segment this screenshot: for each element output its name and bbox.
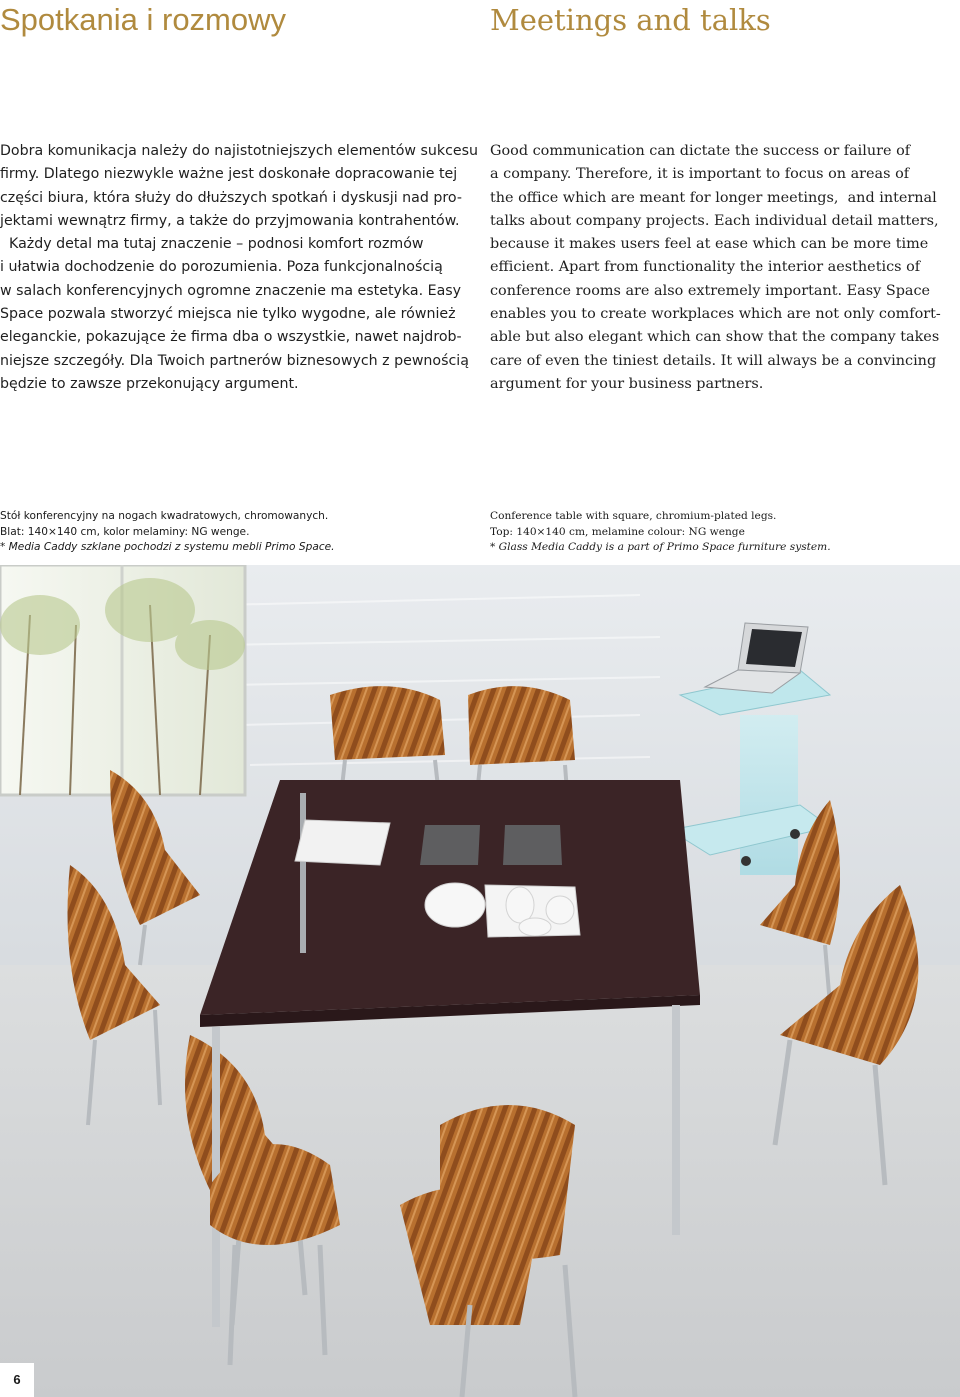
body-line: niejsze szczegóły. Dla Twoich partnerów biznesowych z pewnością — [0, 352, 469, 369]
body-line: able but also elegant which can show that the company takes — [490, 329, 940, 346]
body-line: Good communication can dictate the success or failure of — [490, 143, 911, 159]
body-line: a company. Therefore, it is important to focus on areas of — [490, 166, 910, 183]
body-line: the office which are meant for longer meetings, and internal — [490, 189, 937, 206]
body-line: conference rooms are also extremely important. Easy Space — [490, 282, 931, 299]
window — [0, 565, 245, 795]
photo-caption-en — [490, 509, 960, 556]
body-line: części biura, która służy do dłuższych spotkań i dyskusji nad pro- — [0, 189, 462, 206]
body-line: argument for your business partners. — [490, 375, 764, 392]
body-line: Dobra komunikacja należy do najistotniejszych elementów sukcesu — [0, 143, 479, 159]
caption-line: Blat: 140×140 cm, kolor melaminy: NG wenge. — [0, 525, 250, 538]
body-line: będzie to zawsze przekonujący argument. — [0, 375, 299, 392]
body-line: jektami wewnątrz firmy, a także do przyjmowania kontrahentów. — [0, 212, 460, 229]
caption-line: Top: 140×140 cm, melamine colour: NG wenge — [490, 525, 745, 538]
body-line: Każdy detal ma tutaj znaczenie – podnosi komfort rozmów — [0, 236, 424, 253]
conference-room-photo — [0, 565, 960, 1397]
body-text-en — [490, 140, 960, 396]
body-line: Space pozwala stworzyć miejsca nie tylko wygodne, ale również — [0, 306, 456, 323]
caption-note: * Media Caddy szklane pochodzi z systemu mebli Primo Space. — [0, 541, 335, 553]
page-number: 6 — [0, 1363, 34, 1397]
body-line: because it makes users feel at ease which can be more time — [490, 236, 929, 253]
body-line: eleganckie, pokazujące że firma dba o wszystkie, nawet najdrob- — [0, 329, 462, 346]
photo-caption-pl — [0, 509, 470, 556]
page-title-pl: Spotkania i rozmowy — [0, 2, 287, 37]
caption-line: Stół konferencyjny na nogach kwadratowych, chromowanych. — [0, 510, 329, 522]
body-line: efficient. Apart from functionality the interior aesthetics of — [490, 259, 921, 276]
caption-note: * Glass Media Caddy is a part of Primo Space furniture system. — [490, 541, 831, 553]
page-title-en: Meetings and talks — [490, 3, 771, 37]
body-line: i ułatwia dochodzenie do porozumienia. Poza funkcjonalnością — [0, 259, 443, 276]
caption-line: Conference table with square, chromium-plated legs. — [490, 510, 777, 522]
body-line: care of even the tiniest details. It will always be a convincing — [490, 352, 937, 369]
body-line: firmy. Dlatego niezwykle ważne jest doskonałe dopracowanie tej — [0, 166, 458, 183]
body-line: enables you to create workplaces which are not only comfort- — [490, 306, 941, 323]
body-text-pl — [0, 140, 479, 396]
body-line: talks about company projects. Each individual detail matters, — [490, 212, 939, 229]
body-line: w salach konferencyjnych ogromne znaczenie ma estetyka. Easy — [0, 282, 462, 299]
